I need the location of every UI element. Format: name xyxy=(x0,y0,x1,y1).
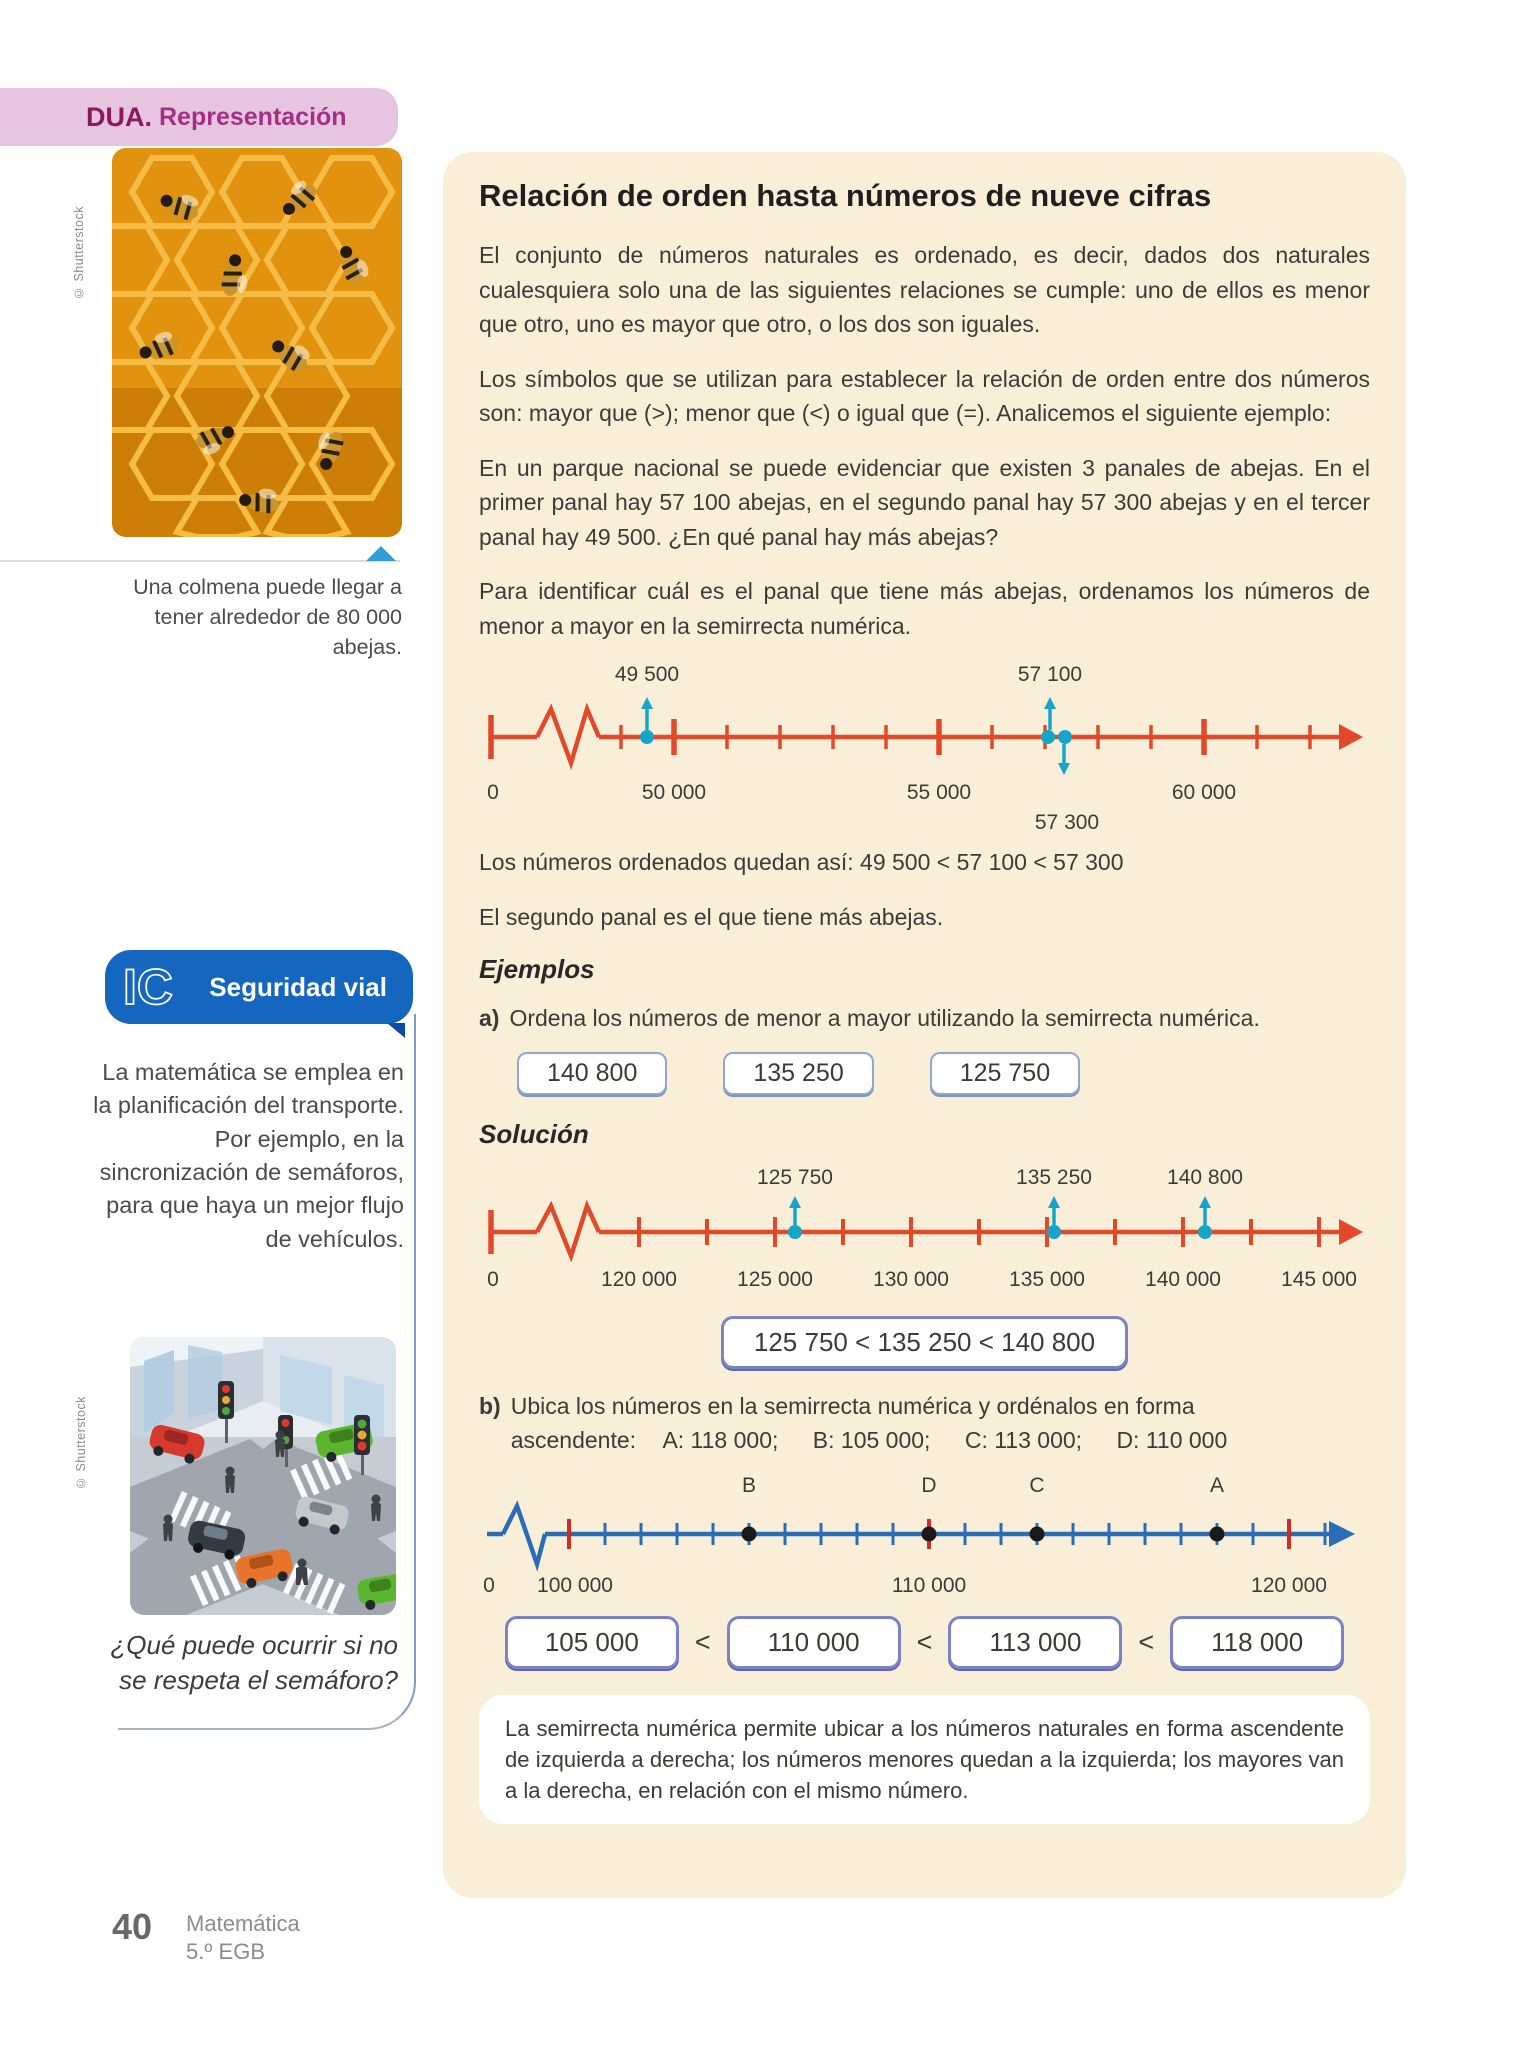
number-line-1-svg xyxy=(479,691,1369,779)
chain-box: 113 000 xyxy=(948,1616,1122,1669)
less-than: < xyxy=(1138,1626,1155,1657)
honeycomb-bees-illustration xyxy=(112,148,402,537)
sidebar-text: La matemática se emplea en la planificación del transporte. Por ejemplo, en la sincronización de semáforos, para que haya un mejor flujo de vehículos. xyxy=(93,1059,404,1252)
example-a-numbers xyxy=(517,1052,1370,1095)
axis-label: 140 000 xyxy=(1145,1267,1221,1291)
up-triangle-icon xyxy=(366,546,396,561)
ascending-chain xyxy=(479,1616,1370,1669)
axis-label: 110 000 xyxy=(891,1573,967,1597)
axis-label: 0 xyxy=(487,1267,499,1291)
traffic-intersection-photo xyxy=(130,1337,396,1615)
badge-label: Seguridad vial xyxy=(209,971,387,1002)
example-a xyxy=(479,1001,1370,1036)
examples-heading: Ejemplos xyxy=(479,954,595,984)
example-b-item: B: 105 000; xyxy=(812,1427,931,1453)
svg-text:IC: IC xyxy=(123,960,173,1014)
photo-credit: © Shutterstock xyxy=(74,1396,88,1490)
paragraph: Para identificar cuál es el panal que tiene más abejas, ordenamos los números de menor a mayor en la semirrecta numérica. xyxy=(479,578,1370,639)
tic-icon xyxy=(121,960,195,1014)
traffic-intersection-illustration xyxy=(130,1337,396,1615)
example-b-text: Ubica los números en la semirrecta numérica y ordénalos en forma ascendente: A: 118 000; B: 105 000; C: 113 000; D: 110 000 xyxy=(511,1389,1256,1458)
chain-box: 105 000 xyxy=(505,1616,679,1669)
chain-box: 110 000 xyxy=(727,1616,901,1669)
axis-label: 50 000 xyxy=(641,781,707,804)
axis-label: 100 000 xyxy=(537,1573,613,1597)
point-label: 57 100 xyxy=(1017,663,1083,686)
point-label: 57 300 xyxy=(1034,811,1100,834)
point-letter: B xyxy=(741,1473,757,1497)
axis-label: 0 xyxy=(487,781,499,804)
footer-grade: 5.º EGB xyxy=(186,1938,266,1964)
caption-divider xyxy=(0,560,400,562)
solution-result-box: 125 750 < 135 250 < 140 800 xyxy=(721,1316,1128,1369)
paragraph: Los símbolos que se utilizan para establecer la relación de orden entre dos números son: mayor que (>); menor que (<) o igual que (=). Analicemos el siguiente ejemplo: xyxy=(479,365,1370,426)
conclusion: El segundo panal es el que tiene más abejas. xyxy=(479,903,944,930)
sidebar-question: ¿Qué puede ocurrir si no se respeta el semáforo? xyxy=(110,1630,398,1696)
ordered-result: Los números ordenados quedan así: 49 500 < 57 100 < 57 300 xyxy=(479,849,1124,875)
solution-result-wrap xyxy=(479,1316,1370,1369)
page-footer xyxy=(112,1906,300,1965)
number-box: 140 800 xyxy=(517,1052,667,1095)
axis-label: 0 xyxy=(483,1573,495,1597)
point-label: 140 800 xyxy=(1167,1165,1243,1189)
axis-label: 55 000 xyxy=(906,781,972,804)
photo-credit: © Shutterstock xyxy=(72,206,86,300)
footer-subject: Matemática xyxy=(186,1911,300,1936)
axis-label: 120 000 xyxy=(601,1267,677,1291)
point-letter: D xyxy=(921,1473,937,1497)
number-box: 125 750 xyxy=(930,1052,1080,1095)
example-b-label: b) xyxy=(479,1392,501,1419)
axis-label: 60 000 xyxy=(1171,781,1237,804)
dua-tag: DUA. xyxy=(86,101,152,132)
axis-label: 130 000 xyxy=(873,1267,949,1291)
example-b xyxy=(479,1389,1370,1458)
axis-label: 125 000 xyxy=(737,1267,813,1291)
example-b-item: D: 110 000 xyxy=(1116,1427,1228,1453)
number-line-solucion xyxy=(479,1166,1370,1306)
example-b-item: C: 113 000; xyxy=(964,1427,1083,1453)
dua-banner-label: Representación xyxy=(159,102,347,131)
key-idea-note: La semirrecta numérica permite ubicar a los números naturales en forma ascendente de izquierda a derecha; los números menores quedan a la izquierda; los mayores van a la derecha, en relación con el mismo número. xyxy=(479,1695,1370,1825)
number-line-2-svg xyxy=(479,1192,1369,1262)
point-label: 49 500 xyxy=(614,663,680,686)
page-number: 40 xyxy=(112,1906,153,1947)
number-line-3-svg xyxy=(479,1498,1369,1572)
paragraph: En un parque nacional se puede evidenciar que existen 3 panales de abejas. En el primer panal hay 57 100 abejas, en el segundo panal hay 57 300 abejas y en el tercer panal hay 49 500. ¿En qué panal hay más abejas? xyxy=(479,454,1370,550)
dua-banner xyxy=(0,88,398,146)
less-than: < xyxy=(916,1626,933,1657)
axis-label: 145 000 xyxy=(1281,1267,1357,1291)
paragraph: El conjunto de números naturales es ordenado, es decir, dados dos naturales cualesquiera solo una de las siguientes relaciones se cumple: uno de ellos es menor que otro, uno es mayor que otro, o los dos son iguales. xyxy=(479,242,1370,337)
axis-label: 135 000 xyxy=(1009,1267,1085,1291)
point-label: 125 750 xyxy=(757,1165,833,1189)
less-than: < xyxy=(694,1626,711,1657)
point-letter: C xyxy=(1029,1473,1045,1497)
point-label: 135 250 xyxy=(1016,1165,1092,1189)
number-box: 135 250 xyxy=(723,1052,873,1095)
bee-caption: Una colmena puede llegar a tener alrededor de 80 000 abejas. xyxy=(133,575,402,660)
example-a-text: Ordena los números de menor a mayor utilizando la semirrecta numérica. xyxy=(509,1005,1260,1031)
lesson-panel xyxy=(443,152,1406,1898)
footer-meta xyxy=(186,1906,300,1965)
point-letter: A xyxy=(1209,1473,1225,1497)
bee-photo xyxy=(112,148,402,537)
lesson-title: Relación de orden hasta números de nueve cifras xyxy=(479,178,1212,213)
example-b-item: A: 118 000; xyxy=(662,1427,779,1453)
example-a-label: a) xyxy=(479,1005,500,1031)
number-line-ascendente xyxy=(479,1474,1370,1608)
seguridad-vial-badge xyxy=(105,950,413,1024)
solution-heading: Solución xyxy=(479,1118,589,1149)
number-line-panales xyxy=(479,663,1370,841)
chain-box: 118 000 xyxy=(1170,1616,1344,1669)
axis-label: 120 000 xyxy=(1251,1573,1327,1597)
